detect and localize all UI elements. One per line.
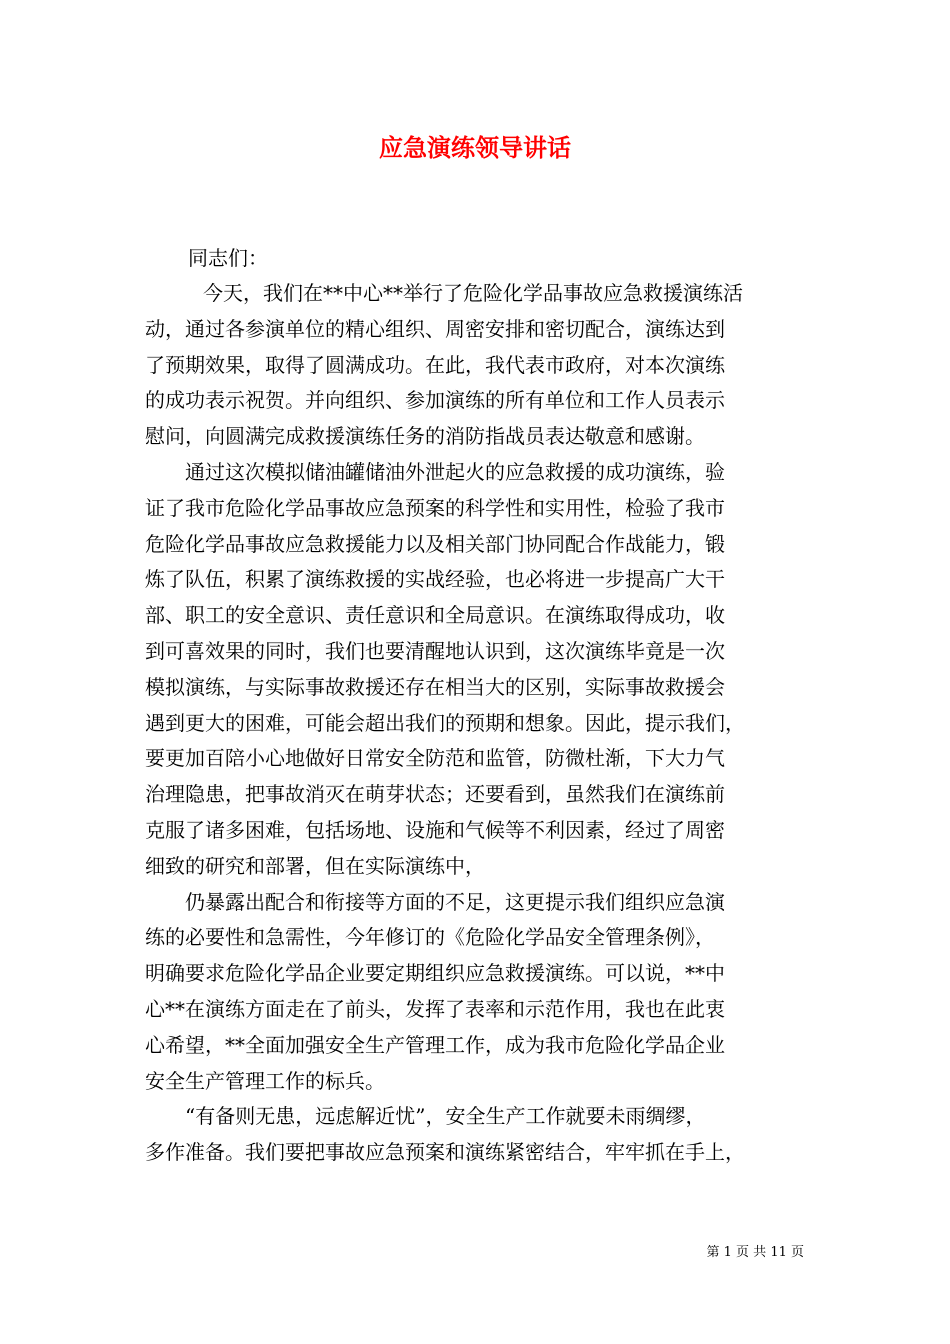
body-line: 通过这次模拟储油罐储油外泄起火的应急救援的成功演练，验 (185, 459, 725, 484)
body-line: 明确要求危险化学品企业要定期组织应急救援演练。可以说，**中 (145, 961, 725, 986)
body-line: 慰问，向圆满完成救援演练任务的消防指战员表达敬意和感谢。 (145, 424, 705, 449)
body-line: 今天，我们在**中心**举行了危险化学品事故应急救援演练活 (203, 281, 743, 305)
document-body (145, 276, 825, 1171)
body-line: 心**在演练方面走在了前头，发挥了表率和示范作用，我也在此衷 (145, 996, 725, 1021)
body-line: 模拟演练，与实际事故救援还存在相当大的区别，实际事故救援会 (145, 674, 725, 699)
body-line: 证了我市危险化学品事故应急预案的科学性和实用性，检验了我市 (145, 495, 725, 520)
body-line: 仍暴露出配合和衔接等方面的不足，这更提示我们组织应急演 (185, 889, 725, 914)
body-line: 治理隐患，把事故消灭在萌芽状态；还要看到，虽然我们在演练前 (145, 782, 725, 807)
body-line: 遇到更大的困难，可能会超出我们的预期和想象。因此，提示我们， (145, 710, 745, 735)
salutation: 同志们： (188, 246, 268, 270)
body-line: 动，通过各参演单位的精心组织、周密安排和密切配合，演练达到 (145, 316, 725, 341)
body-line: 到可喜效果的同时，我们也要清醒地认识到，这次演练毕竟是一次 (145, 638, 725, 663)
page-indicator: 第 1 页 共 11 页 (706, 1245, 804, 1260)
body-line: 细致的研究和部署，但在实际演练中， (145, 853, 485, 878)
body-line: 多作准备。我们要把事故应急预案和演练紧密结合，牢牢抓在手上， (145, 1140, 745, 1165)
body-line: 要更加百陪小心地做好日常安全防范和监管，防微杜渐，下大力气 (145, 746, 725, 771)
body-line: 部、职工的安全意识、责任意识和全局意识。在演练取得成功，收 (145, 603, 725, 628)
body-line: 了预期效果，取得了圆满成功。在此，我代表市政府，对本次演练 (145, 352, 725, 377)
body-line: 心希望，**全面加强安全生产管理工作，成为我市危险化学品企业 (145, 1032, 725, 1057)
body-line: 练的必要性和急需性，今年修订的《危险化学品安全管理条例》， (145, 925, 715, 950)
body-line: 安全生产管理工作的标兵。 (145, 1068, 385, 1093)
body-line: 炼了队伍，积累了演练救援的实战经验，也必将进一步提高广大干 (145, 567, 725, 592)
body-line: 克服了诸多困难，包括场地、设施和气候等不利因素，经过了周密 (145, 817, 725, 842)
body-line: 危险化学品事故应急救援能力以及相关部门协同配合作战能力，锻 (145, 531, 725, 556)
document-title: 应急演练领导讲话 (379, 133, 571, 162)
body-line: 的成功表示祝贺。并向组织、参加演练的所有单位和工作人员表示 (145, 388, 725, 413)
body-line: “有备则无患，远虑解近忧”，安全生产工作就要未雨绸缪， (185, 1104, 706, 1129)
